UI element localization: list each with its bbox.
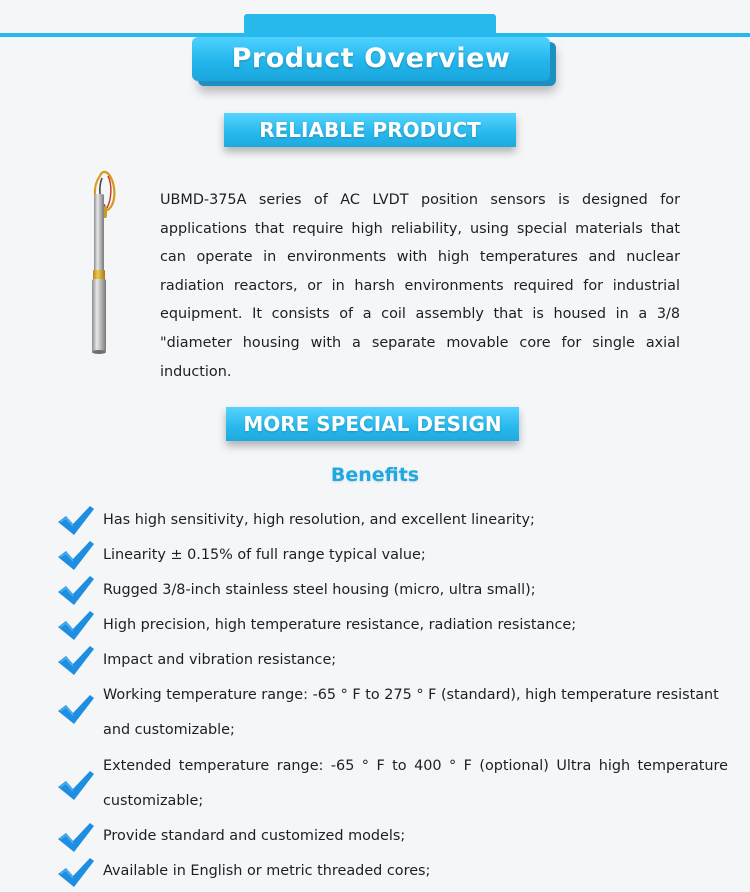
benefit-item: Impact and vibration resistance; [103, 652, 337, 668]
benefit-item: Working temperature range: -65 ° F to 275 ° F (standard), high temperature resistant and customizable; [103, 687, 719, 738]
lvdt-sensor-image [78, 166, 128, 356]
checkmark-icon [56, 769, 96, 803]
checkmark-icon [56, 504, 96, 538]
section-title-reliable: RELIABLE PRODUCT [224, 113, 516, 147]
benefit-item: Provide standard and customized models; [103, 828, 406, 844]
benefit-item: Extended temperature range: -65 ° F to 400 ° F (optional) Ultra high temperature customizable; [103, 758, 728, 809]
section-title-special: MORE SPECIAL DESIGN [226, 407, 519, 441]
benefit-item: Available in English or metric threaded cores; [103, 863, 431, 879]
checkmark-icon [56, 574, 96, 608]
benefit-item: High precision, high temperature resistance, radiation resistance; [103, 617, 577, 633]
checkmark-icon [56, 693, 96, 727]
top-decoration [0, 0, 750, 40]
top-accent-tab [244, 14, 496, 36]
checkmark-icon [56, 856, 96, 890]
benefit-item: Has high sensitivity, high resolution, and excellent linearity; [103, 512, 535, 528]
checkmark-icon [56, 539, 96, 573]
benefit-item: Rugged 3/8-inch stainless steel housing (micro, ultra small); [103, 582, 536, 598]
benefit-item: Linearity ± 0.15% of full range typical value; [103, 547, 426, 563]
page-title: Product Overview [192, 37, 550, 81]
checkmark-icon [56, 644, 96, 678]
checkmark-icon [56, 609, 96, 643]
benefits-heading: Benefits [330, 464, 420, 486]
product-description: UBMD-375A series of AC LVDT position sensors is designed for applications that require high reliability, using special materials that can operate in environments with high temperatures and nuclear radiation reactors, or in harsh environments required for industrial equipment. It consists of a coil assembly that is housed in a 3/8 "diameter housing with a separate movable core for single axial induction. [160, 192, 680, 380]
checkmark-icon [56, 821, 96, 855]
